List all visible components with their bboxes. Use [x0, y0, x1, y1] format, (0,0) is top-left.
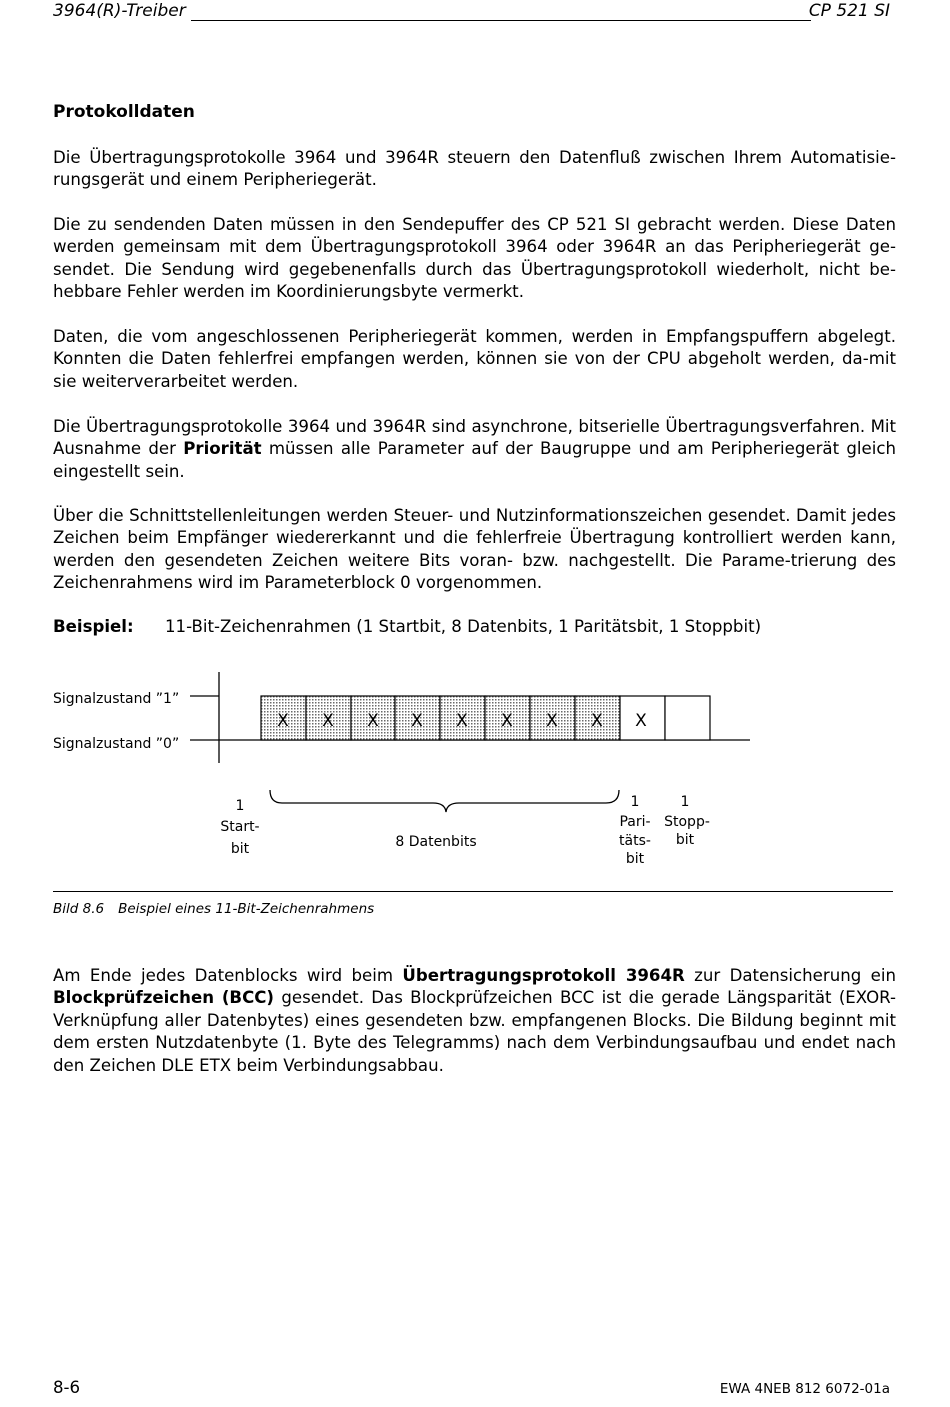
data-bits-brace: [270, 790, 619, 812]
header-right: CP 521 SI: [808, 1, 890, 21]
paragraph-4: Die Übertragungsprotokolle 3964 und 3964R sind asynchrone, bitserielle Übertragungsverfahren. Mit Ausnahme der Priorität müssen alle Parameter auf der Baugruppe und am Peripheriegerät gleich eingestellt sein.: [53, 417, 896, 481]
bold-prioritaet: Priorität: [183, 439, 262, 459]
parity-bit-label-2: Pari-: [619, 814, 651, 830]
parity-bit-label-1: 1: [630, 794, 640, 810]
stop-bit-label-1: 1: [680, 794, 690, 810]
data-bit-mark-3: X: [367, 711, 379, 731]
parity-bit-label-4: bit: [625, 851, 645, 867]
data-bit-mark-6: X: [501, 711, 513, 731]
data-bit-mark-7: X: [546, 711, 558, 731]
paragraph-2: Die zu sendenden Daten müssen in den Sendepuffer des CP 521 SI gebracht werden. Diese Daten werden gemeinsam mit dem Übertragungsprotokoll 3964 oder 3964R an das Peripheriegerät ge-sendet. Die Sendung wird gegebenenfalls durch das Übertragungsprotokoll wiederholt, nicht be-hebbare Fehler werden im Koordinierungsbyte vermerkt.: [53, 215, 896, 302]
page-number: 8-6: [53, 1378, 81, 1397]
stop-bit-label-2: Stopp-: [664, 814, 710, 830]
header-rule: [191, 20, 811, 21]
stop-bit-box: [665, 696, 710, 740]
header-left: 3964(R)-Treiber: [53, 1, 186, 21]
data-bit-mark-1: X: [277, 711, 289, 731]
data-bit-mark-4: X: [411, 711, 423, 731]
example-label: Beispiel:: [53, 617, 134, 636]
start-bit-label-1: 1: [235, 798, 245, 814]
data-bit-boxes: [261, 696, 620, 740]
document-id: EWA 4NEB 812 6072-01a: [719, 1381, 890, 1397]
signal-1-label: Signalzustand ”1”: [53, 691, 180, 707]
paragraph-6: Am Ende jedes Datenblocks wird beim Übertragungsprotokoll 3964R zur Datensicherung ein Blockprüfzeichen (BCC) gesendet. Das Blockprüfzeichen BCC ist die gerade Längsparität (EXOR-Verknüpfung aller Datenbytes) eines gesendeten bzw. empfangenen Blocks. Die Bildung beginnt mit dem ersten Nutzdatenbyte (1. Byte des Telegramms) nach dem Verbindungsaufbau und endet nach den Zeichen DLE ETX beim Verbindungsabbau.: [53, 966, 897, 1075]
data-bits-label: 8 Datenbits: [395, 834, 477, 850]
data-bit-mark-8: X: [591, 711, 603, 731]
data-bit-mark-2: X: [322, 711, 334, 731]
paragraph-1: Die Übertragungsprotokolle 3964 und 3964R steuern den Datenfluß zwischen Ihrem Automatisie-rungsgerät und einem Peripheriegerät.: [53, 148, 896, 190]
start-bit-label-3: bit: [230, 841, 250, 857]
start-bit-label-2: Start-: [220, 819, 260, 835]
example-text: 11-Bit-Zeichenrahmen (1 Startbit, 8 Datenbits, 1 Paritätsbit, 1 Stoppbit): [165, 617, 762, 636]
data-bit-mark-5: X: [456, 711, 468, 731]
figure-caption: [53, 901, 388, 917]
stop-bit-label-3: bit: [675, 832, 695, 848]
paragraph-3: Daten, die vom angeschlossenen Peripheriegerät kommen, werden in Empfangspuffern abgelegt. Konnten die Daten fehlerfrei empfangen werden, können sie von der CPU abgeholt werden, da-mit sie weiterverarbeitet werden.: [53, 327, 896, 391]
paragraph-5: Über die Schnittstellenleitungen werden Steuer- und Nutzinformationszeichen gesendet. Damit jedes Zeichen beim Empfänger wiedererkannt und die fehlerfreie Übertragung kontrolliert werden kann, werden den gesendeten Zeichen weitere Bits voran- bzw. nachgestellt. Die Parame-trierung des Zeichenrahmens wird im Parameterblock 0 vorgenommen.: [53, 506, 896, 593]
parity-bit-label-3: täts-: [619, 833, 651, 849]
figure-caption-text: Beispiel eines 11-Bit-Zeichenrahmens: [118, 901, 375, 917]
character-frame-diagram: [0, 660, 950, 880]
bold-bcc: Blockprüfzeichen (BCC): [53, 988, 275, 1008]
signal-0-label: Signalzustand ”0”: [53, 736, 180, 752]
figure-rule: [53, 891, 893, 892]
section-title: Protokolldaten: [53, 102, 195, 122]
parity-bit-mark: X: [635, 711, 647, 731]
figure-number: Bild 8.6: [53, 901, 105, 917]
bold-protocol: Übertragungsprotokoll 3964R: [402, 966, 685, 985]
